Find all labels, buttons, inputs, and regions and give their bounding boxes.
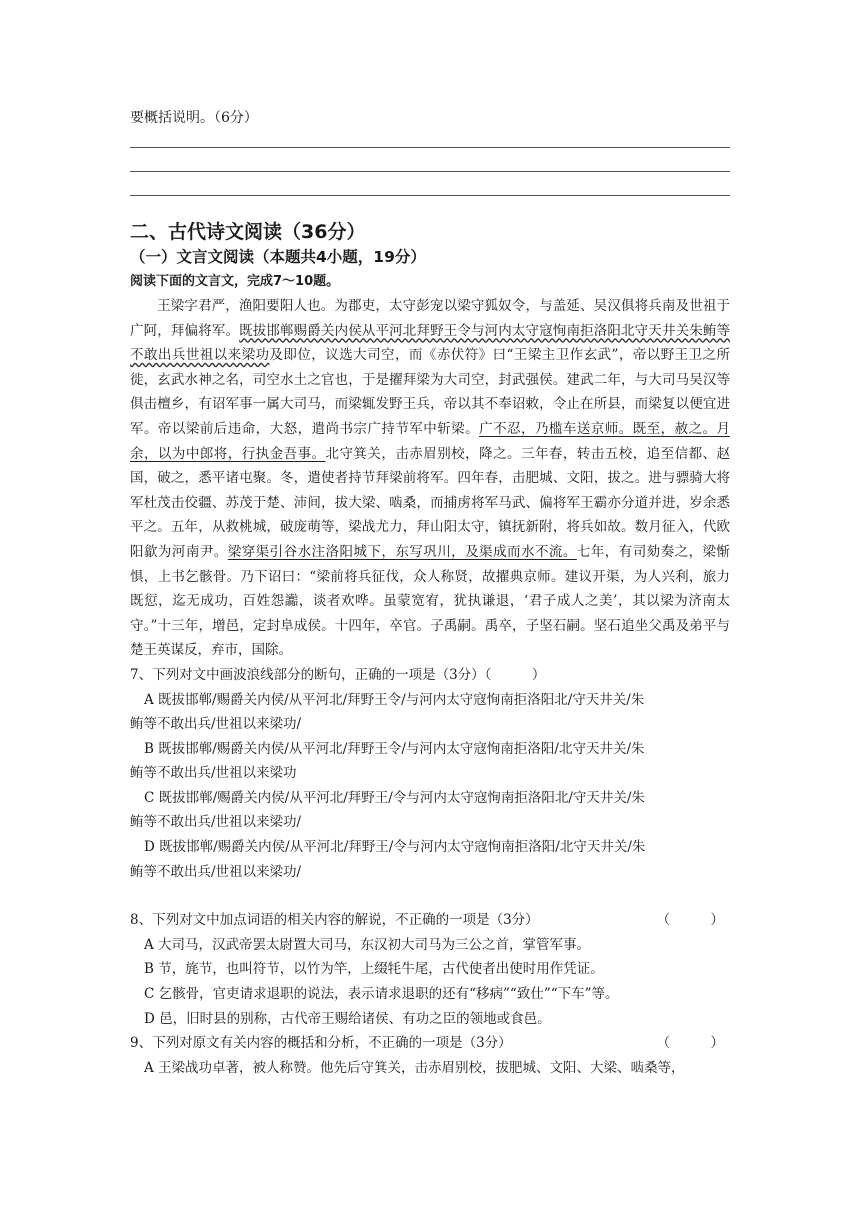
classical-passage	[130, 294, 730, 663]
passage-text: 北守箕关，击赤眉别校，降之。三年春，转击五校，追至信都、赵国，破之，悉平诸屯聚。冬，遣使者持节拜梁前将军。四年春，击肥城、文阳，拔之。进与骠骑大将军杜茂击佼疆、苏茂于楚、沛间，拔大梁、啮桑，而捕虏将军马武、偏将军王霸亦分道并进，岁余悉平之。五年，从救桃城，破庞萌等，梁战尤力，拜山阳太守，镇抚新附，将兵如故。数月征入，代欧阳歙为河南尹。	[130, 445, 730, 560]
question-7-option-b[interactable]: B 既拔邯郸/赐爵关内侯/从平河北/拜野王令/与河内太守寇恂南拒洛阳/北守天井关/朱 鲔等不敢出兵/世祖以来梁功	[130, 740, 645, 782]
spacer	[130, 884, 730, 908]
answer-lines	[130, 147, 730, 196]
underlined-text: 广不忍，乃槛车送京师。既至，赦之。月余，以为中郎将，行执金吾事。	[130, 420, 731, 462]
answer-bracket[interactable]: （ ）	[656, 1035, 724, 1052]
question-7-stem: 7、下列对文中画波浪线部分的断句，正确的一项是（3分）（ ）	[130, 666, 546, 683]
question-7-option-c[interactable]: C 既拔邯郸/赐爵关内侯/从平河北/拜野王/令与河内太守寇恂南拒洛阳北/守天井关/朱 鲔等不敢出兵/世祖以来梁功/	[130, 789, 645, 831]
subsection-title: （一）文言文阅读（本题共4小题，19分）	[130, 248, 426, 266]
question-8-stem: 8、下列对文中加点词语的相关内容的解说，不正确的一项是（3分） （ ）	[130, 908, 730, 933]
wavy-underlined-text: 既拔邯郸赐爵关内侯从平河北拜野王令与河内太守寇恂南拒洛阳北守天井关朱鲔等不敢出兵世祖以来梁功	[130, 322, 731, 364]
question-7-option-a[interactable]: A 既拔邯郸/赐爵关内侯/从平河北/拜野王令/与河内太守寇恂南拒洛阳北/守天井关/朱 鲔等不敢出兵/世祖以来梁功/	[130, 691, 645, 733]
answer-line[interactable]	[130, 147, 730, 148]
passage-text: 王梁字君严，渔阳要阳人也。为郡吏，太守彭宠以梁守狐奴令，与盖延、吴汉俱将兵南及世祖于广阿，拜偏将军。	[130, 298, 730, 339]
answer-line[interactable]	[130, 171, 730, 172]
question-8-option-d[interactable]: D 邑，旧时县的别称，古代帝王赐给诸侯、有功之臣的领地或食邑。	[144, 1010, 551, 1027]
underlined-text: 梁穿渠引谷水注洛阳城下，东写巩川，及渠成而水不流。	[227, 543, 577, 560]
page-content	[130, 106, 730, 1080]
intro-line: 要概括说明。（6分）	[130, 110, 258, 126]
answer-bracket[interactable]: （ ）	[656, 912, 724, 929]
passage-text: 及即位，议选大司空，而《赤伏符》曰“王梁主卫作玄武”，帝以野王卫之所徙，玄武水神之名，司空水土之官也，于是擢拜梁为大司空，封武强侯。建武二年，与大司马吴汉等俱击檀乡，有诏军事一属大司马，而梁辄发野王兵，帝以其不奉诏敕，令止在所县，而梁复以便宜进军。帝以梁前后违命，大怒，遣尚书宗广持节军中斩梁。	[130, 347, 730, 437]
instruction: 阅读下面的文言文，完成7～10题。	[130, 274, 340, 289]
question-7-option-d[interactable]: D 既拔邯郸/赐爵关内侯/从平河北/拜野王/令与河内太守寇恂南拒洛阳/北守天井关/朱 鲔等不敢出兵/世祖以来梁功/	[130, 839, 646, 880]
question-8-option-c[interactable]: C 乞骸骨，官吏请求退职的说法，表示请求退职的还有“移病”“致仕”“下车”等。	[144, 986, 619, 1003]
answer-line[interactable]	[130, 195, 730, 196]
passage-text: 七年，有司劾奏之，梁惭惧，上书乞骸骨。乃下诏曰：“梁前将兵征伐，众人称贤，故擢典京师。建议开渠，为人兴利，旅力既愆，迄无成功，百姓怨讟，谈者欢哗。虽蒙宽宥，犹执谦退，‘君子成人之美’，其以梁为济南太守。”十三年，增邑，定封阜成侯。十四年，卒官。子禹嗣。禹卒，子坚石嗣。坚石追坐父禹及弟平与楚王英谋反，弃市，国除。	[130, 543, 731, 659]
section-title: 二、古代诗文阅读（36分）	[130, 221, 366, 243]
question-9-option-a[interactable]: A 王梁战功卓著，被人称赞。他先后守箕关，击赤眉别校，拔肥城、文阳、大梁、啮桑等，	[144, 1059, 685, 1076]
question-8-option-b[interactable]: B 节，旄节，也叫符节，以竹为竿，上缀牦牛尾，古代使者出使时用作凭证。	[144, 961, 604, 978]
question-9-stem: 9、下列对原文有关内容的概括和分析，不正确的一项是（3分） （ ）	[130, 1031, 730, 1056]
question-8-option-a[interactable]: A 大司马，汉武帝罢太尉置大司马，东汉初大司马为三公之首，掌管军事。	[144, 936, 591, 953]
